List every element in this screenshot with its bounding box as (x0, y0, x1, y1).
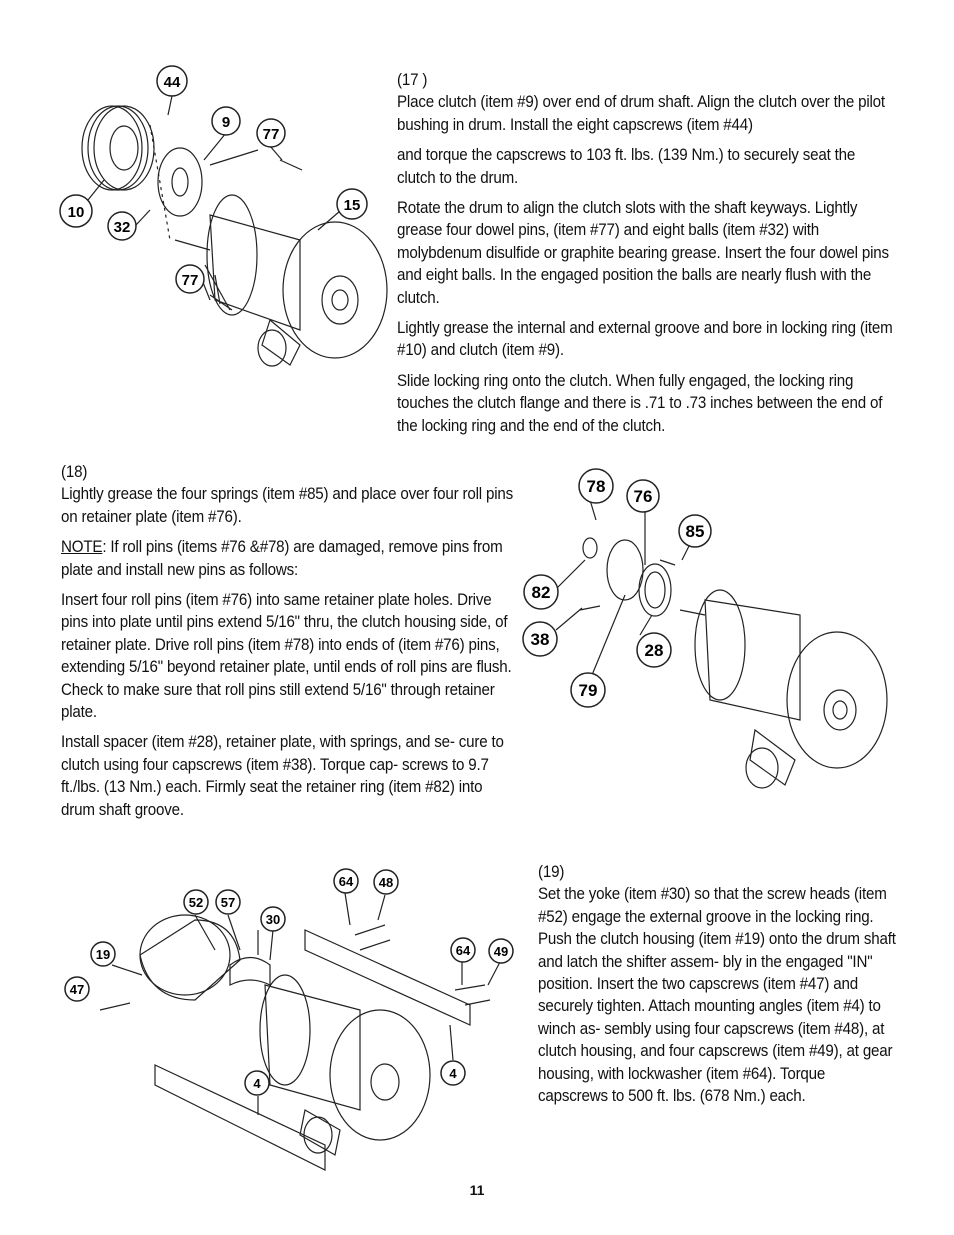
callout-57: 57 (220, 895, 236, 910)
step-17-paragraph-5: Slide locking ring onto the clutch. When fully engaged, the locking ring touches the clutch flange and there is .71 to .73 inches between the end of the locking ring and the end of the clutch. (397, 371, 883, 435)
callout-15: 15 (343, 197, 361, 214)
callout-28: 28 (644, 641, 664, 660)
callout-49: 49 (493, 944, 509, 959)
callout-77-bottom: 77 (181, 272, 199, 289)
step-17-paragraph-4: Lightly grease the internal and external groove and bore in locking ring (item #10) and clutch (item #9). (397, 319, 893, 360)
callout-38: 38 (530, 630, 550, 649)
step-18-paragraph-1: Lightly grease the four springs (item #85) and place over four roll pins on retainer plate (item #76). (61, 485, 514, 526)
step-18-number: (18) (61, 463, 88, 481)
callout-32: 32 (113, 219, 131, 236)
step-17-number: (17 ) (397, 71, 428, 89)
callout-85: 85 (685, 522, 705, 541)
callout-44: 44 (163, 74, 181, 91)
callout-47: 47 (69, 982, 85, 997)
callout-4-right: 4 (449, 1066, 457, 1081)
step-19-paragraph-1: Set the yoke (item #30) so that the screw heads (item #52) engage the external groove in the locking ring. Push the clutch housing (item #19) onto the drum shaft and latch the shifter assem- bly in the engaged "IN" position. Insert the two capscrews (item #47) and securely tighten. Attach mounting angles (item #4) to winch as- sembly using four capscrews (item #48), at clutch housing, and four capscrews (item #49), at gear housing, with lockwasher (item #64). Torque capscrews to 500 ft. lbs. (678 Nm.) each. (538, 885, 896, 1106)
page-number: 11 (469, 1182, 485, 1198)
step-18-paragraph-3: Install spacer (item #28), retainer plate, with springs, and se- cure to clutch using four capscrews (item #38). Torque cap- screws to 9.7 ft./lbs. (13 Nm.) each. Firmly seat the retainer ring (item #82) into drum shaft groove. (61, 733, 504, 819)
callout-19: 19 (95, 947, 111, 962)
callout-4-left: 4 (253, 1076, 261, 1091)
callout-77-top: 77 (262, 126, 280, 143)
note-label: NOTE (61, 538, 103, 557)
callout-79: 79 (578, 681, 598, 700)
callout-9: 9 (221, 114, 231, 131)
callout-64-right: 64 (455, 943, 471, 958)
step-17-paragraph-2: and torque the capscrews to 103 ft. lbs. (139 Nm.) to securely seat the clutch to the drum. (397, 146, 856, 187)
step-17-paragraph-3: Rotate the drum to align the clutch slots with the shaft keyways. Lightly grease four dowel pins, (item #77) and eight balls (item #32) with molybdenum disulfide or graphite bearing grease. Insert the four dowel pins and eight balls. In the engaged position the balls are nearly flush with the clutch. (397, 199, 889, 307)
callout-64-left: 64 (338, 874, 354, 889)
callout-82: 82 (531, 583, 551, 602)
callout-78: 78 (586, 477, 606, 496)
step-18-paragraph-2: Insert four roll pins (item #76) into same retainer plate holes. Drive pins into plate until pins extend 5/16" thru, the clutch housing side, of retainer plate. Drive roll pins (item #78) into ends of (item #76) pins, extending 5/16" beyond retainer plate, until ends of roll pins are flush. Check to make sure that roll pins still extend 5/16" through retainer plate. (61, 591, 512, 722)
callout-10: 10 (67, 204, 85, 221)
callout-48: 48 (378, 875, 394, 890)
callout-52: 52 (188, 895, 204, 910)
note-text: : If roll pins (items #76 &#78) are damaged, remove pins from plate and install new pins as follows: (61, 538, 503, 579)
callout-30: 30 (265, 912, 281, 927)
step-17-paragraph-1: Place clutch (item #9) over end of drum shaft. Align the clutch over the pilot bushing in drum. Install the eight capscrews (item #44) (397, 93, 885, 134)
step-19-number: (19) (538, 863, 565, 881)
callout-76: 76 (633, 487, 653, 506)
